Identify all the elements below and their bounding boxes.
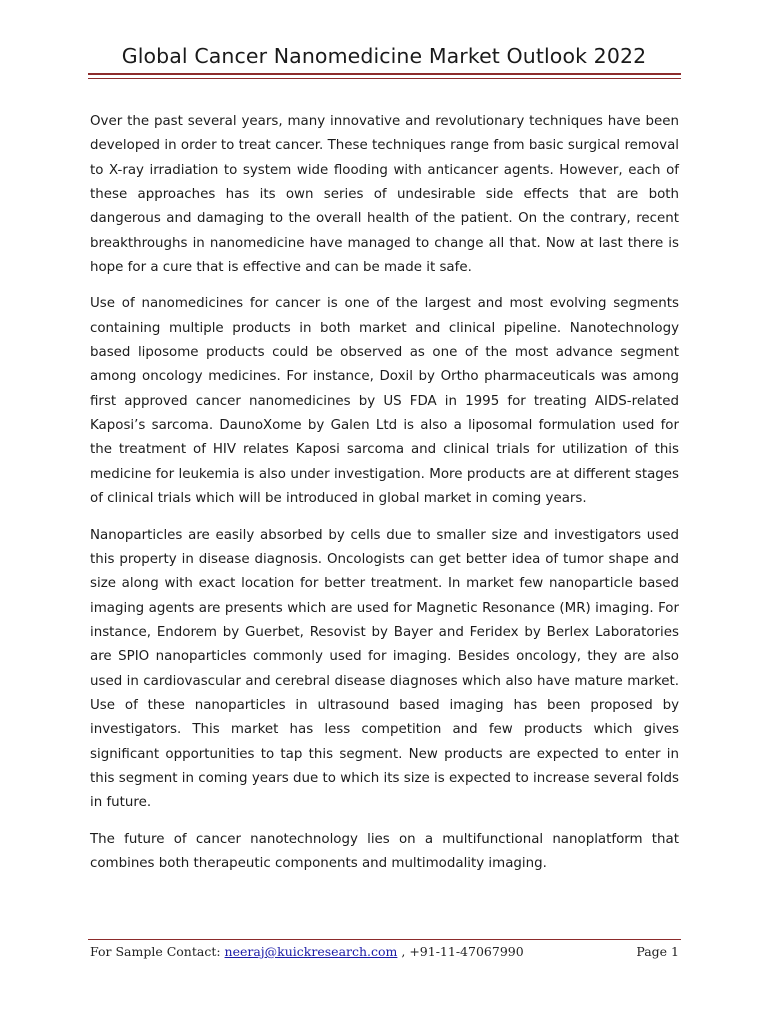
email-link[interactable]: neeraj@kuickresearch.com: [224, 944, 398, 959]
footer-contact: [90, 944, 524, 959]
paragraph-liposome-products: Use of nanomedicines for cancer is one of the largest and most evolving segments containing multiple products in both market and clinical pipeline. Nanotechnology based liposome products could be observed as one of the most advance segment among oncology medicines. For instance, Doxil by Ortho pharmaceuticals was among first approved cancer nanomedicines by US FDA in 1995 for treating AIDS-related Kaposi’s sarcoma. DaunoXome by Galen Ltd is also a liposomal formulation used for the treatment of HIV relates Kaposi sarcoma and clinical trials for utilization of this medicine for leukemia is also under investigation. More products are at different stages of clinical trials which will be introduced in global market in coming years.: [90, 296, 679, 507]
contact-separator: ,: [397, 944, 410, 959]
paragraph-imaging-agents: Nanoparticles are easily absorbed by cells due to smaller size and investigators used this property in disease diagnosis. Oncologists can get better idea of tumor shape and size along with exact location for better treatment. In market few nanoparticle based imaging agents are presents which are used for Magnetic Resonance (MR) imaging. For instance, Endorem by Guerbet, Resovist by Bayer and Feridex by Berlex Laboratories are SPIO nanoparticles commonly used for imaging. Besides oncology, they are also used in cardiovascular and cerebral disease diagnoses which also have mature market. Use of these nanoparticles in ultrasound based imaging has been proposed by investigators. This market has less competition and few products which gives significant opportunities to tap this segment. New products are expected to enter in this segment in coming years due to which its size is expected to increase several folds in future.: [90, 527, 679, 811]
title-divider-thin: [88, 78, 681, 79]
title-divider-thick: [88, 73, 681, 75]
footer-divider: [88, 939, 681, 940]
document-body: [90, 110, 679, 888]
page-number: Page 1: [636, 944, 679, 959]
page-title: Global Cancer Nanomedicine Market Outlook 2022: [121, 44, 647, 68]
contact-label: For Sample Contact:: [90, 944, 225, 959]
paragraph-intro: Over the past several years, many innovative and revolutionary techniques have been developed in order to treat cancer. These techniques range from basic surgical removal to X-ray irradiation to system wide flooding with anticancer agents. However, each of these approaches has its own series of undesirable side effects that are both dangerous and damaging to the overall health of the patient. On the contrary, recent breakthroughs in nanomedicine have managed to change all that. Now at last there is hope for a cure that is effective and can be made it safe.: [90, 114, 679, 276]
paragraph-future: The future of cancer nanotechnology lies on a multifunctional nanoplatform that combines both therapeutic components and multimodality imaging.: [90, 831, 679, 871]
phone-number: +91-11-47067990: [409, 944, 524, 959]
